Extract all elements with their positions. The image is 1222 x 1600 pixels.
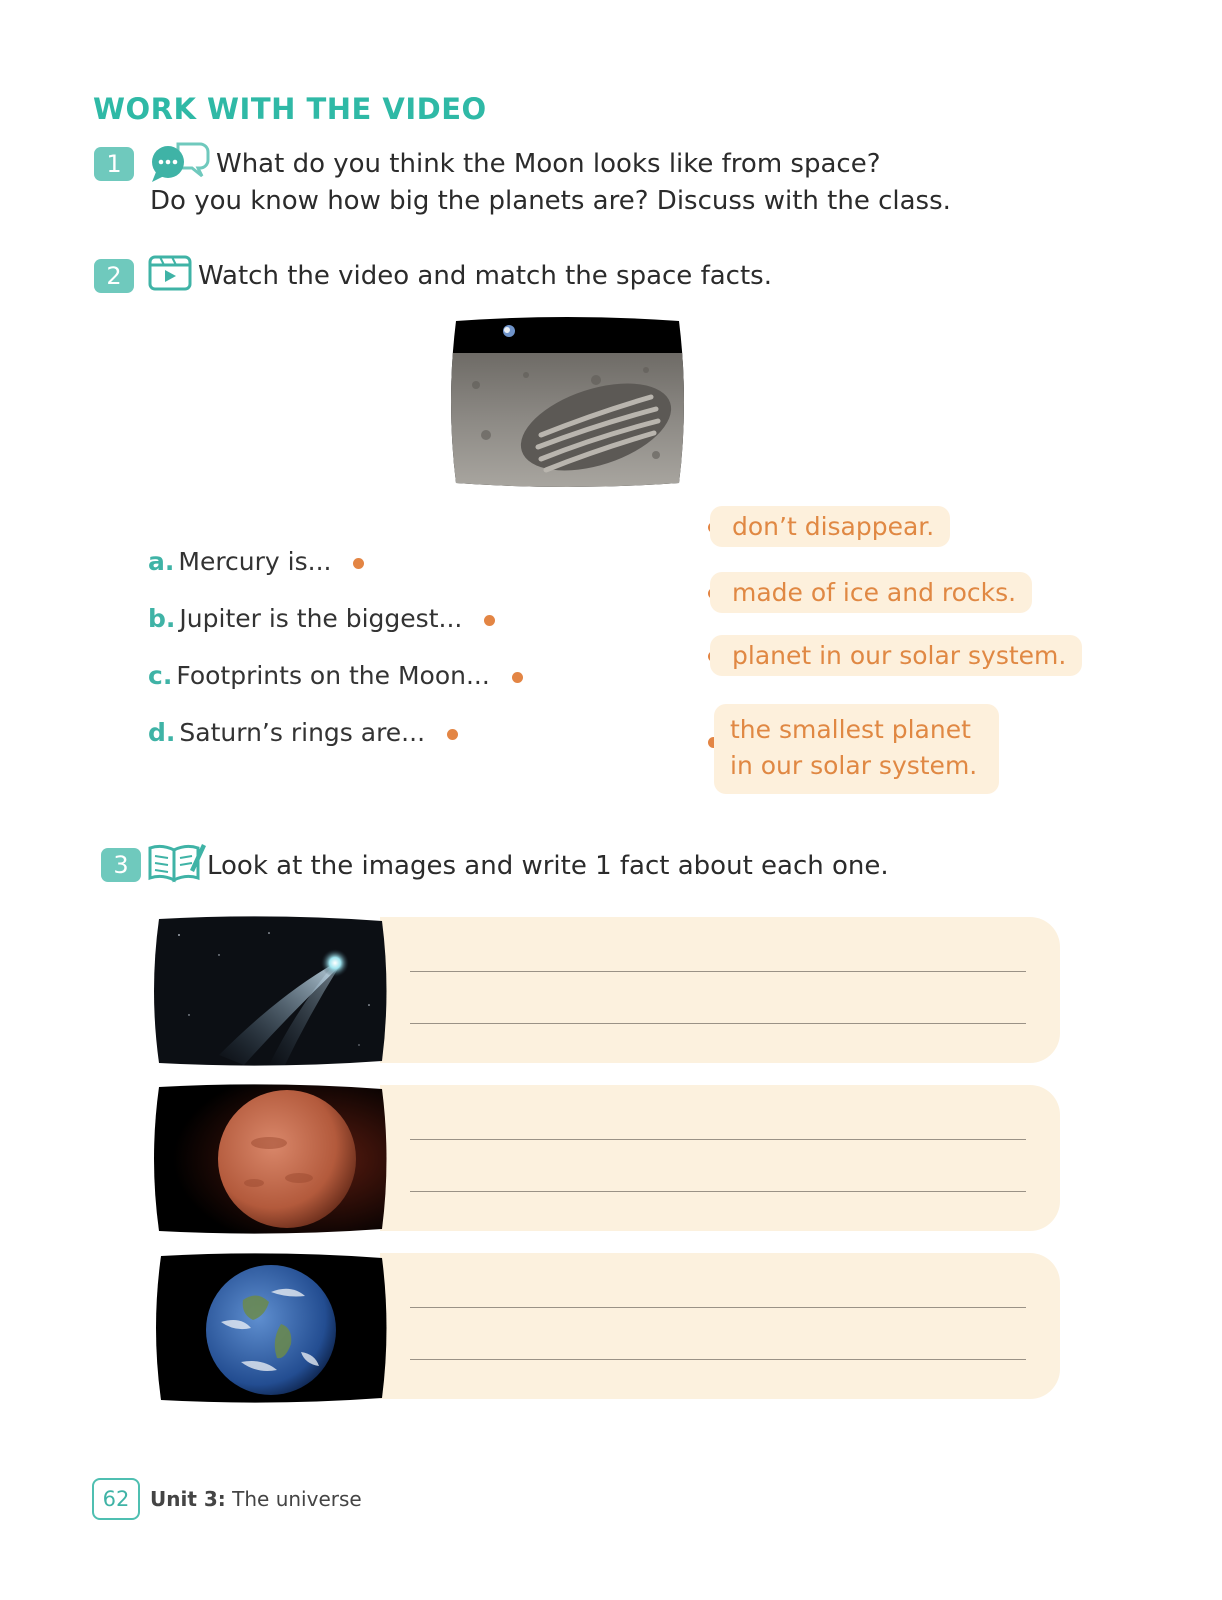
match-item-b: [148, 604, 495, 633]
writing-line[interactable]: [410, 971, 1026, 972]
book-pencil-icon: [146, 840, 206, 884]
match-text: Saturn’s rings are...: [179, 718, 426, 747]
match-option-3: planet in our solar system.: [710, 635, 1082, 676]
match-text: Footprints on the Moon...: [176, 661, 490, 690]
activity-2-number: 2: [94, 259, 134, 293]
match-option-4-line2: in our solar system.: [730, 751, 978, 780]
activity-2-instruction: Watch the video and match the space facts.: [198, 261, 772, 291]
match-dot[interactable]: [512, 672, 523, 683]
activity-3-instruction: Look at the images and write 1 fact about each one.: [207, 851, 889, 881]
video-icon: [148, 255, 192, 291]
activity-3-number: 3: [101, 848, 141, 882]
comet-image: [149, 915, 392, 1067]
match-item-d: [148, 718, 458, 747]
answer-box-1: [380, 917, 1060, 1063]
writing-line[interactable]: [410, 1139, 1026, 1140]
speech-bubbles-icon: [148, 140, 210, 184]
section-heading: WORK WITH THE VIDEO: [93, 92, 487, 126]
activity-1-line2: Do you know how big the planets are? Discuss with the class.: [150, 186, 951, 216]
match-dot[interactable]: [484, 615, 495, 626]
match-letter: b.: [148, 604, 176, 633]
match-option-4-line1: the smallest planet: [730, 715, 971, 744]
match-option-4: [714, 704, 999, 794]
match-item-c: [148, 661, 523, 690]
activity-1-number: 1: [94, 147, 134, 181]
moon-footprint-image: [446, 315, 689, 489]
answer-box-3: [380, 1253, 1060, 1399]
activity-1-line1: What do you think the Moon looks like from space?: [216, 149, 881, 179]
match-text: Jupiter is the biggest...: [179, 604, 463, 633]
match-letter: a.: [148, 547, 175, 576]
match-item-a: [148, 547, 364, 576]
match-letter: c.: [148, 661, 173, 690]
unit-title: The universe: [232, 1487, 362, 1511]
writing-line[interactable]: [410, 1191, 1026, 1192]
match-dot[interactable]: [447, 729, 458, 740]
match-letter: d.: [148, 718, 176, 747]
match-text: Mercury is...: [178, 547, 332, 576]
answer-box-2: [380, 1085, 1060, 1231]
writing-line[interactable]: [410, 1023, 1026, 1024]
page-number: 62: [92, 1478, 140, 1520]
match-dot[interactable]: [353, 558, 364, 569]
match-option-1: don’t disappear.: [710, 506, 950, 547]
writing-line[interactable]: [410, 1359, 1026, 1360]
earth-image: [151, 1252, 392, 1404]
unit-label: Unit 3:: [150, 1487, 226, 1511]
writing-line[interactable]: [410, 1307, 1026, 1308]
unit-footer: [150, 1487, 362, 1511]
mars-image: [149, 1083, 392, 1235]
match-option-2: made of ice and rocks.: [710, 572, 1032, 613]
